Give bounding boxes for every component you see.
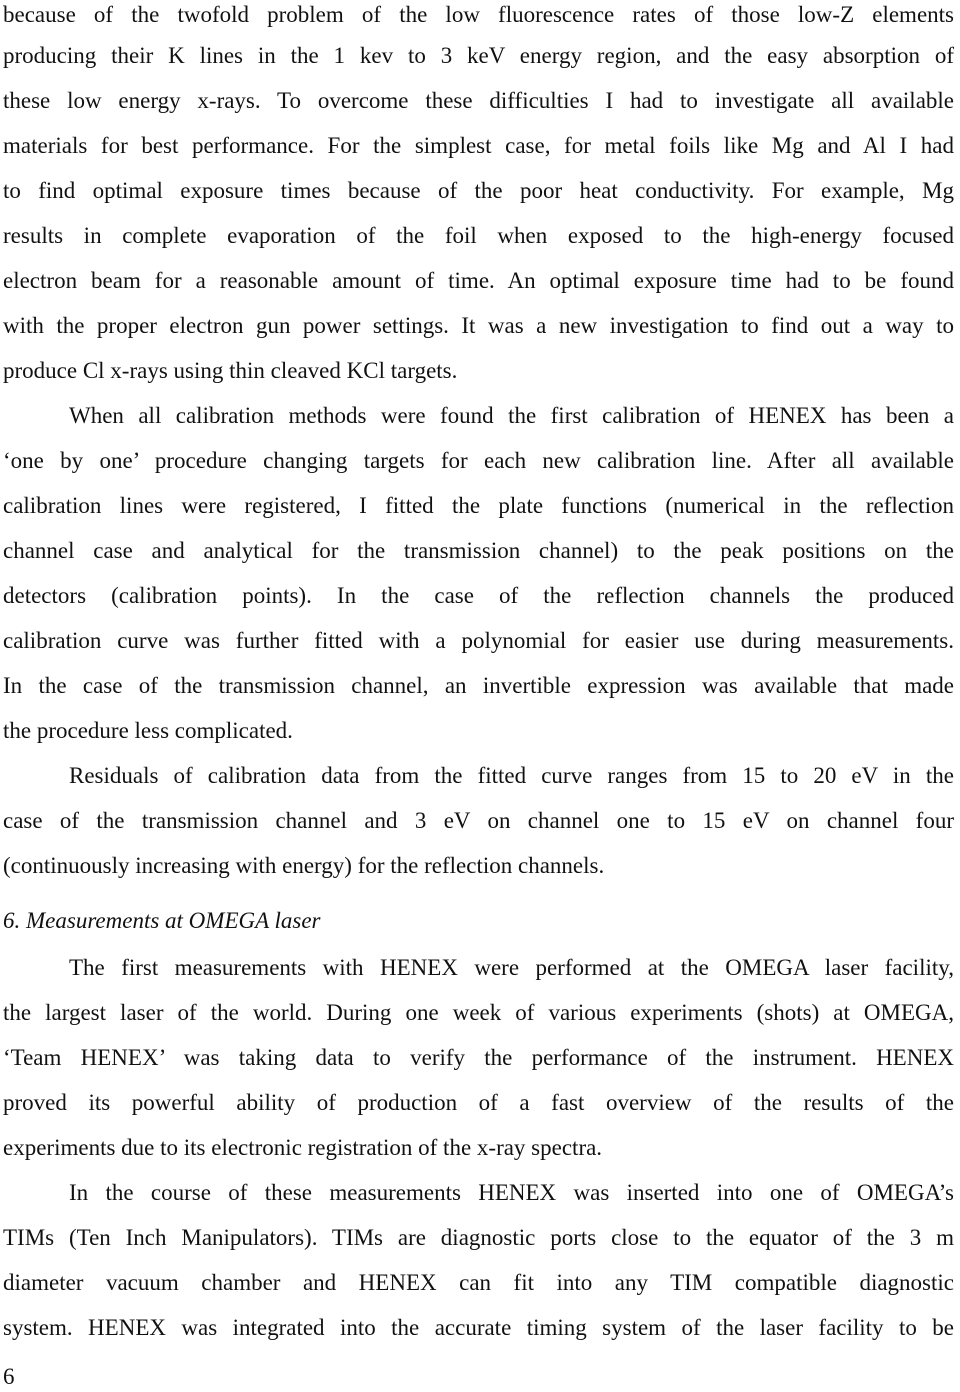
text-line: diameter vacuum chamber and HENEX can fit into any TIM compatible diagnostic [3,1270,954,1295]
text-line: ‘one by one’ procedure changing targets for each new calibration line. After all available [3,448,954,473]
text-line: calibration curve was further fitted with a polynomial for easier use during measurements. [3,628,954,653]
text-line: system. HENEX was integrated into the accurate timing system of the laser facility to be [3,1315,954,1340]
text-line: proved its powerful ability of production of a fast overview of the results of the [3,1090,954,1115]
text-line: channel case and analytical for the transmission channel) to the peak positions on the [3,538,954,563]
text-line: the largest laser of the world. During one week of various experiments (shots) at OMEGA, [3,1000,954,1025]
paragraph-first-line: The first measurements with HENEX were performed at the OMEGA laser facility, [69,955,954,980]
text-line: to find optimal exposure times because of the poor heat conductivity. For example, Mg [3,178,954,203]
text-line: ‘Team HENEX’ was taking data to verify the performance of the instrument. HENEX [3,1045,954,1070]
text-line: detectors (calibration points). In the case of the reflection channels the produced [3,583,954,608]
text-line: electron beam for a reasonable amount of time. An optimal exposure time had to be found [3,268,954,293]
text-line: these low energy x-rays. To overcome these difficulties I had to investigate all available [3,88,954,113]
text-line: materials for best performance. For the simplest case, for metal foils like Mg and Al I had [3,133,954,158]
text-line: case of the transmission channel and 3 eV on channel one to 15 eV on channel four [3,808,954,833]
text-line: the procedure less complicated. [3,718,293,743]
text-line: produce Cl x-rays using thin cleaved KCl targets. [3,358,458,383]
text-line: producing their K lines in the 1 kev to 3 keV energy region, and the easy absorption of [3,43,954,68]
text-line: experiments due to its electronic registration of the x-ray spectra. [3,1135,603,1160]
text-line: (continuously increasing with energy) for the reflection channels. [3,853,605,878]
text-line: calibration lines were registered, I fitted the plate functions (numerical in the reflection [3,493,954,518]
paragraph-first-line: In the course of these measurements HENEX was inserted into one of OMEGA’s [69,1180,954,1205]
text-line: with the proper electron gun power settings. It was a new investigation to find out a way to [3,313,954,338]
section-heading: 6. Measurements at OMEGA laser [3,908,321,933]
text-line: In the case of the transmission channel, an invertible expression was available that made [3,673,954,698]
page-number: 6 [3,1364,15,1389]
text-line: because of the twofold problem of the low fluorescence rates of those low-Z elements [3,2,954,27]
text-line: results in complete evaporation of the foil when exposed to the high-energy focused [3,223,954,248]
paragraph-first-line: Residuals of calibration data from the fitted curve ranges from 15 to 20 eV in the [69,763,954,788]
text-line: TIMs (Ten Inch Manipulators). TIMs are diagnostic ports close to the equator of the 3 m [3,1225,954,1250]
paragraph-first-line: When all calibration methods were found the first calibration of HENEX has been a [69,403,954,428]
